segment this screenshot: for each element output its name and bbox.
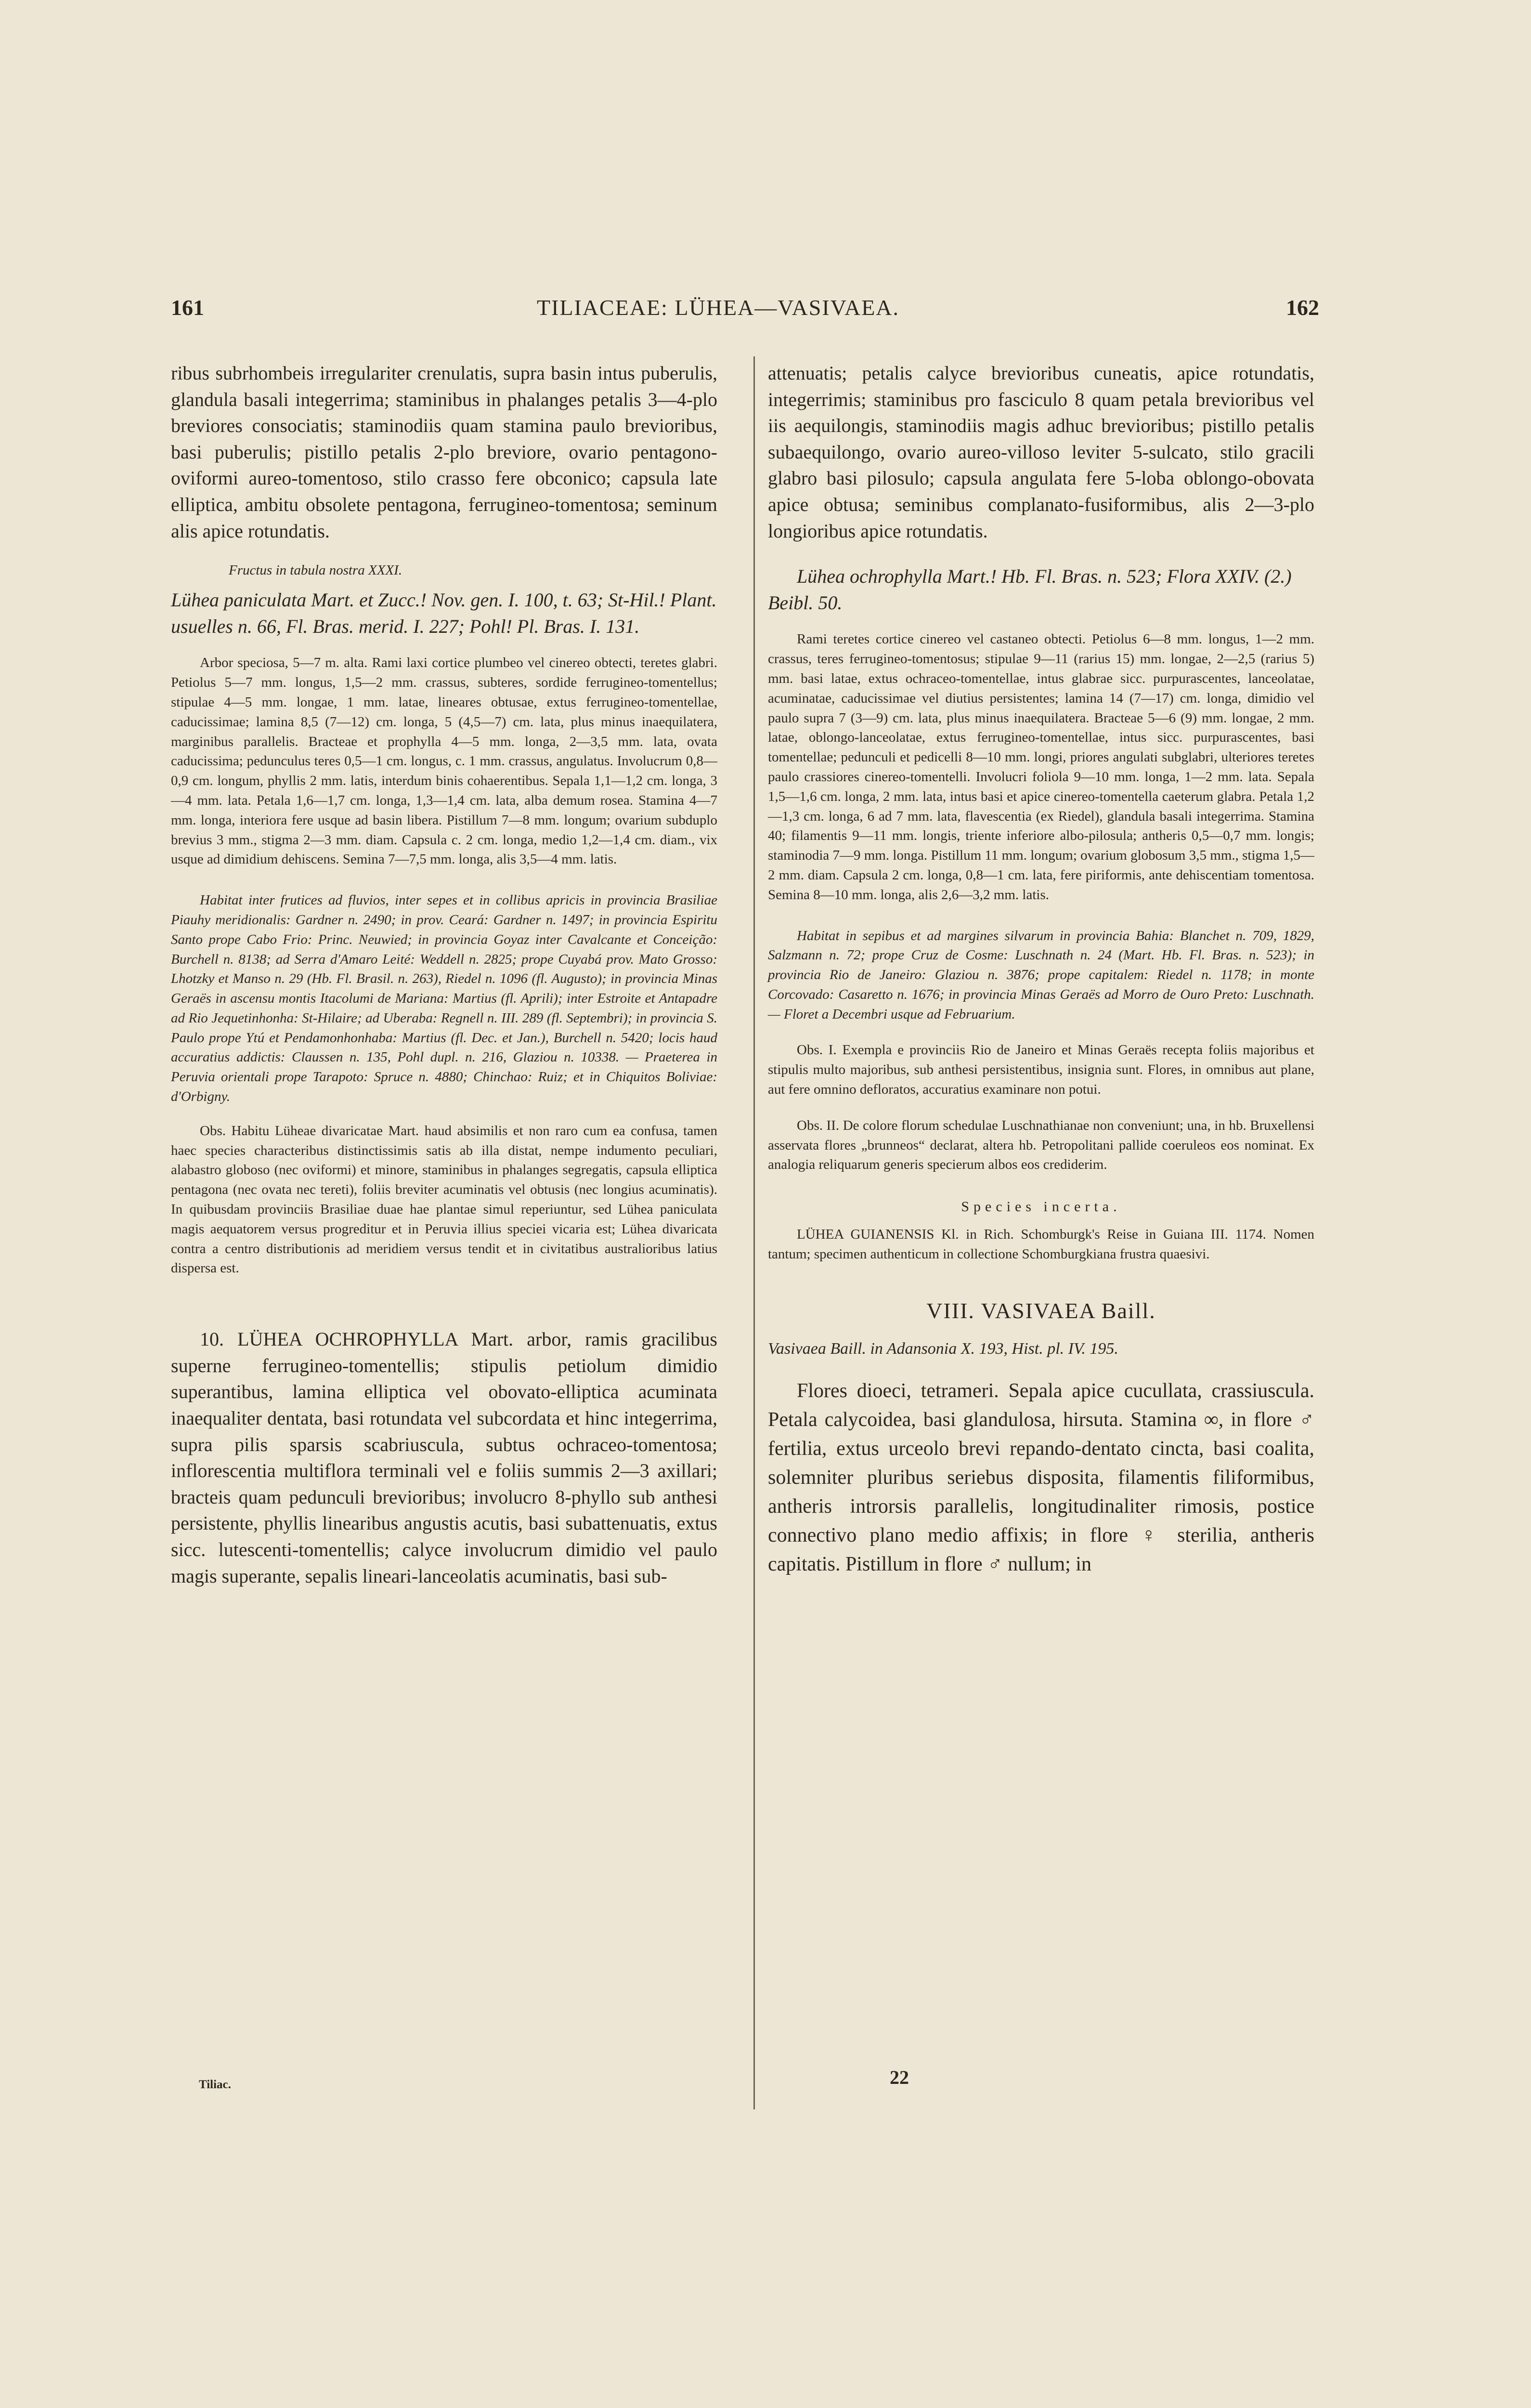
diagnosis-continued: attenuatis; petalis calyce brevioribus cuneatis, apice rotundatis, integerrimis; staminibus pro fasciculo 8 quam petala brevioribus vel iis aequilongis, staminodiis magis adhuc brevioribus; pistillo petalis subaequilongo, ovario aureo-villoso leviter 5-sulcato, stilo gracili glabro basi pilosulo; capsula angulata fere 5-loba oblongo-obovata apice obtusa; seminibus complanato-fusiformibus, alis 2—3-plo longioribus apice rotundatis. [768, 362, 1314, 542]
description-continued: ribus subrhombeis irregulariter crenulatis, supra basin intus puberulis, glandula basali integerrima; staminibus in phalanges petalis 3—4-plo breviores consociatis; staminodiis quam stamina paulo brevioribus, basi puberulis; pistillo petalis 2-plo breviore, ovario pentagono-oviformi aureo-tomentoso, stilo crasso fere obconico; capsula late elliptica, ambitu obsolete pentagona, ferrugineo-tomentosa; seminum alis apice rotundatis. [171, 362, 717, 542]
observation-2: Obs. II. De colore florum schedulae Luschnathianae non conveniunt; una, in hb. Bruxellensi asservata flores „brunneos“ declarat, altera hb. Petropolitani pallide coeruleos eos nominat. Ex analogia reliquarum generis specierum albos eos crediderim. [768, 1117, 1314, 1173]
sheet-number: 22 [890, 2067, 909, 2088]
genus-citation: Vasivaea Baill. in Adansonia X. 193, Hist. pl. IV. 195. [768, 1339, 1118, 1358]
species-incerta-heading: Species incerta. [961, 1199, 1121, 1215]
genus-section-title: VIII. VASIVAEA Baill. [926, 1298, 1156, 1323]
species-citation: Lühea paniculata Mart. et Zucc.! Nov. gen. I. 100, t. 63; St-Hil.! Plant. usuelles n. 66, Fl. Bras. merid. I. 227; Pohl! Pl. Bras. I. 131. [171, 589, 717, 637]
left-column [171, 360, 717, 1589]
species-citation-ochrophylla: Lühea ochrophylla Mart.! Hb. Fl. Bras. n. 523; Flora XXIV. (2.) Beibl. 50. [768, 565, 1292, 614]
species-10-diagnosis: 10. LÜHEA OCHROPHYLLA Mart. arbor, ramis gracilibus superne ferrugineo-tomentellis; stipulis petiolum dimidio superantibus, lamina elliptica vel obovato-elliptica acuminata inaequaliter dentata, basi rotundata vel subcordata et hinc integerrima, supra pilis sparsis scabriuscula, subtus ochraceo-tomentosa; inflorescentia multiflora terminali vel e foliis summis 2—3 axillari; bracteis quam pedunculi brevioribus; involucro 8-phyllo sub anthesi persistente, phyllis linearibus angustis acutis, basi subattenuatis, extus sicc. lutescenti-tomentellis; calyce involucrum dimidio vel paulo magis superante, sepalis lineari-lanceolatis acuminatis, basi sub- [171, 1328, 717, 1587]
observation-1: Obs. I. Exempla e provinciis Rio de Janeiro et Minas Geraës recepta foliis majoribus et stipulis multo majoribus, sub anthesi persistentibus, insignia sunt. Flores, in omnibus aut plane, aut fere omnino defloratos, accuratius examinare non potui. [768, 1042, 1314, 1098]
right-column [768, 360, 1314, 1579]
habitat-paragraph-ochrophylla: Habitat in sepibus et ad margines silvarum in provincia Bahia: Blanchet n. 709, 1829, Salzmann n. 72; prope Cruz de Cosme: Luschnath n. 24 (Mart. Hb. Fl. Bras. n. 523); in provincia Rio de Janeiro: Glaziou n. 3876; prope capitalem: Riedel n. 1178; in monte Corcovado: Casaretto n. 1676; in provincia Minas Geraës ad Morro de Ouro Preto: Luschnath. — Floret a Decembri usque ad Februarium. [768, 928, 1314, 1022]
habitat-paragraph: Habitat inter frutices ad fluvios, inter sepes et in collibus apricis in provincia Brasiliae Piauhy meridionalis: Gardner n. 2490; in prov. Ceará: Gardner n. 1497; in provincia Espiritu Santo prope Cabo Frio: Princ. Neuwied; in provincia Goyaz inter Cavalcante et Conceição: Burchell n. 8138; ad Serra d'Amaro Leité: Weddell n. 2825; prope Cuyabá prov. Mato Grosso: Lhotzky et Manso n. 29 (Hb. Fl. Brasil. n. 263), Riedel n. 1096 (fl. Augusto); in provincia Minas Geraës in ascensu montis Itacolumi de Mariana: Martius (fl. Aprili); inter Estroite et Antapadre ad Rio Jequetinhonha: St-Hilaire; ad Uberaba: Regnell n. III. 289 (fl. Septembri); in provincia S. Paulo prope Ytú et Pendamonhonhaba: Martius (fl. Dec. et Jan.), Burchell n. 5420; locis haud accuratius addictis: Claussen n. 135, Pohl dupl. n. 216, Glaziou n. 10338. — Praeterea in Peruvia orientali prope Tarapoto: Spruce n. 4880; Chinchao: Ruiz; et in Chiquitos Boliviae: d'Orbigny. [171, 892, 717, 1105]
page-number-right: 162 [1286, 295, 1319, 320]
observation-paragraph: Obs. Habitu Lüheae divaricatae Mart. haud absimilis et non raro cum ea confusa, tamen haec species characteribus distinctissimis satis ab illa distat, nempe indumento peculiari, alabastro globoso (nec oviformi) et minore, staminibus in phalanges segregatis, capsula elliptica pentagona (nec ovata nec tereti), foliis breviter acuminatis vel obtusis (nec longius acuminatis). In quibusdam provinciis Brasiliae duae hae plantae simul reperiuntur, sed Lühea paniculata magis aequatorem versus progreditur et in Peruvia illius speciei vicaria est; Lühea divaricata contra a centro distributionis ad meridiem versus tendit et in civitatibus australioribus latius dispersa est. [171, 1123, 717, 1276]
page-number-left: 161 [171, 295, 204, 320]
signature-mark: Tiliac. [199, 2078, 231, 2091]
species-description-ochrophylla: Rami teretes cortice cinereo vel castaneo obtecti. Petiolus 6—8 mm. longus, 1—2 mm. crassus, teres ferrugineo-tomentosus; stipulae 9—11 (rarius 15) mm. longae, 2—2,5 (rarius 5) mm. basi latae, extus ochraceo-tomentellae, intus glabrae sicc. purpurascentes, lanceolatae, acuminatae, caducissimae vel diutius persistentes; lamina 14 (7—17) cm. longa, dimidio vel paulo supra 7 (3—9) cm. lata, plus minus inaequilatera. Bracteae 5—6 (9) mm. longae, 2 mm. latae, oblongo-lanceolatae, extus ferrugineo-tomentellae, intus sicc. purpurascentes, basi tomentellae; pedunculi et pedicelli 8—10 mm. longi, priores angulati subglabri, ulteriores teretes paulo crassiores cinereo-tomentelli. Involucri foliola 9—10 mm. longa, 1—2 mm. lata. Sepala 1,5—1,6 cm. longa, 2 mm. lata, intus basi et apice cinereo-tomentella caeterum glabra. Petala 1,2—1,3 cm. longa, 6 ad 7 mm. lata, flavescentia (ex Riedel), glandula basali integerrima. Stamina 40; filamentis 9—11 mm. longis, triente inferiore albo-pilosula; antheris 0,5—0,7 mm. longis; staminodia 7—9 mm. longa. Pistillum 11 mm. longum; ovarium globosum 3,5 mm., stigma 1,5—2 mm. diam. Capsula 2 cm. longa, 0,8—1 cm. lata, fere piriformis, ante dehiscentiam tomentosa. Semina 8—10 mm. longa, alis 2,6—3,2 mm. latis. [768, 631, 1314, 903]
running-header [171, 295, 1319, 328]
running-title: TILIACEAE: LÜHEA—VASIVAEA. [537, 295, 900, 320]
species-description: Arbor speciosa, 5—7 m. alta. Rami laxi cortice plumbeo vel cinereo obtecti, teretes glabri. Petiolus 5—7 mm. longus, 1,5—2 mm. crassus, subteres, sordide ferrugineo-tomentellus; stipulae 4—5 mm. longae, 1 mm. latae, lineares obtusae, extus ferrugineo-tomentellae, caducissimae; lamina 8,5 (7—12) cm. longa, 5 (4,5—7) cm. lata, plus minus inaequilatera, marginibus parallelis. Bracteae et prophylla 4—5 mm. longa, 2—3,5 mm. lata, ovata caducissima; pedunculus teres 0,5—1 cm. longus, c. 1 mm. crassus, angulatus. Involucrum 0,8—0,9 cm. longum, phyllis 2 mm. latis, interdum binis cohaerentibus. Sepala 1,1—1,2 cm. longa, 3—4 mm. lata. Petala 1,6—1,7 cm. longa, 1,3—1,4 cm. lata, alba demum rosea. Stamina 4—7 mm. longa, interiora fere usque ad basin libera. Pistillum 7—8 mm. longum; ovarium subduplo brevius 3 mm., stigma 2—3 mm. diam. Capsula c. 2 cm. longa, medio 1,2—1,4 cm. diam., vix usque ad dimidium dehiscens. Semina 7—7,5 mm. longa, alis 3,5—4 mm. latis. [171, 655, 717, 867]
fructus-note: Fructus in tabula nostra XXXI. [229, 563, 402, 578]
species-incerta-text: LÜHEA GUIANENSIS Kl. in Rich. Schomburgk's Reise in Guiana III. 1174. Nomen tantum; specimen authenticum in collectione Schomburgkiana frustra quaesivi. [768, 1227, 1314, 1262]
column-divider [753, 356, 755, 2109]
genus-description: Flores dioeci, tetrameri. Sepala apice cucullata, crassiuscula. Petala calycoidea, basi glandulosa, hirsuta. Stamina ∞, in flore ♂ fertilia, extus urceolo brevi repando-dentato cincta, basi coalita, solemniter pluribus seriebus disposita, filamentis filiformibus, antheris introrsis parallelis, longitudinaliter rimosis, postice connectivo plano medio affixis; in flore ♀ sterilia, antheris capitatis. Pistillum in flore ♂ nullum; in [768, 1380, 1314, 1576]
